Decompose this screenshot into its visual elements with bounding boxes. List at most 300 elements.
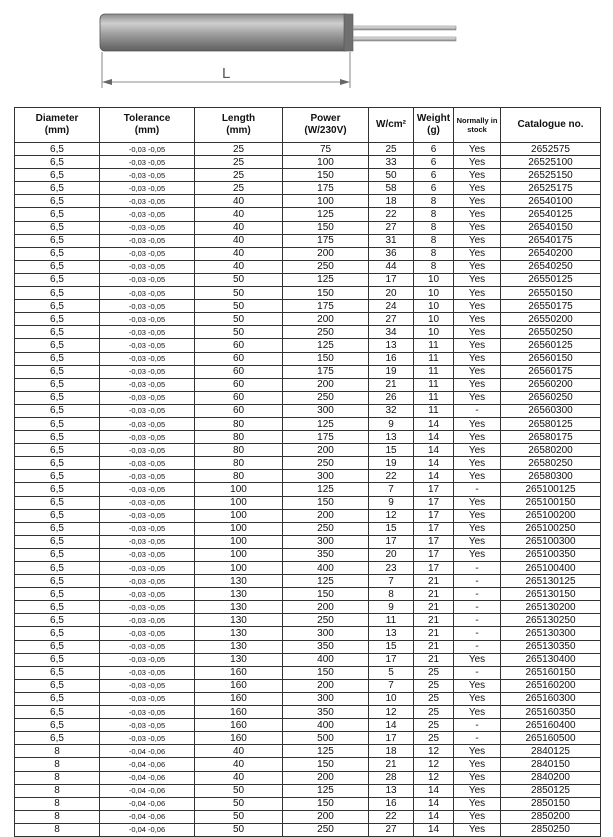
stock-cell: - [454,719,501,732]
diameter-cell: 6,5 [15,287,100,300]
catalogue-no-cell: 2840150 [501,758,601,771]
catalogue-no-cell: 265100200 [501,509,601,522]
power-cell: 200 [283,601,369,614]
tolerance-cell: -0,03 -0,05 [100,444,195,457]
tolerance-cell: -0,03 -0,05 [100,535,195,548]
table-row [15,404,601,417]
weight-cell: 21 [414,601,454,614]
tolerance-cell: -0,03 -0,05 [100,719,195,732]
length-cell: 40 [195,234,283,247]
stock-cell: Yes [454,313,501,326]
length-cell: 80 [195,470,283,483]
stock-cell: Yes [454,195,501,208]
power-cell: 175 [283,234,369,247]
length-cell: 40 [195,195,283,208]
length-cell: 160 [195,732,283,745]
stock-cell: Yes [454,745,501,758]
power-cell: 175 [283,431,369,444]
table-row [15,365,601,378]
stock-cell: - [454,575,501,588]
catalogue-no-cell: 265160500 [501,732,601,745]
diameter-cell: 6,5 [15,666,100,679]
watt-density-cell: 22 [369,208,414,221]
stock-cell: - [454,666,501,679]
weight-cell: 21 [414,575,454,588]
power-cell: 200 [283,810,369,823]
table-row [15,496,601,509]
diameter-cell: 8 [15,758,100,771]
tolerance-cell: -0,03 -0,05 [100,313,195,326]
watt-density-cell: 22 [369,470,414,483]
tolerance-cell: -0,03 -0,05 [100,143,195,156]
watt-density-cell: 13 [369,339,414,352]
watt-density-cell: 12 [369,509,414,522]
header-stock: Normally in stock [454,108,501,143]
stock-cell: Yes [454,706,501,719]
power-cell: 200 [283,378,369,391]
table-row [15,732,601,745]
diameter-cell: 6,5 [15,535,100,548]
tolerance-cell: -0,03 -0,05 [100,182,195,195]
weight-cell: 8 [414,208,454,221]
tolerance-cell: -0,03 -0,05 [100,509,195,522]
catalogue-no-cell: 26550150 [501,287,601,300]
weight-cell: 17 [414,535,454,548]
tolerance-cell: -0,03 -0,05 [100,601,195,614]
power-cell: 125 [283,483,369,496]
power-cell: 350 [283,640,369,653]
weight-cell: 14 [414,431,454,444]
watt-density-cell: 21 [369,758,414,771]
power-cell: 250 [283,391,369,404]
power-cell: 150 [283,221,369,234]
tolerance-cell: -0,04 -0,06 [100,745,195,758]
length-cell: 80 [195,457,283,470]
weight-cell: 11 [414,352,454,365]
watt-density-cell: 31 [369,234,414,247]
stock-cell: Yes [454,692,501,705]
lead-wire-bottom [353,37,456,41]
diameter-cell: 6,5 [15,404,100,417]
catalogue-no-cell: 265160350 [501,706,601,719]
tolerance-cell: -0,03 -0,05 [100,378,195,391]
table-row [15,483,601,496]
length-cell: 100 [195,562,283,575]
table-row [15,614,601,627]
stock-cell: Yes [454,444,501,457]
table-row [15,784,601,797]
weight-cell: 25 [414,666,454,679]
power-cell: 250 [283,522,369,535]
watt-density-cell: 32 [369,404,414,417]
table-row [15,247,601,260]
length-cell: 160 [195,719,283,732]
length-cell: 80 [195,417,283,430]
weight-cell: 8 [414,247,454,260]
diameter-cell: 6,5 [15,169,100,182]
diameter-cell: 6,5 [15,575,100,588]
table-body [15,143,601,837]
table-header-row [15,108,601,143]
stock-cell: Yes [454,810,501,823]
catalogue-no-cell: 2850200 [501,810,601,823]
table-row [15,339,601,352]
catalogue-no-cell: 26540150 [501,221,601,234]
length-cell: 100 [195,509,283,522]
weight-cell: 11 [414,339,454,352]
catalogue-no-cell: 265100400 [501,562,601,575]
power-cell: 250 [283,823,369,836]
watt-density-cell: 20 [369,287,414,300]
watt-density-cell: 8 [369,588,414,601]
weight-cell: 25 [414,679,454,692]
table-row [15,234,601,247]
tolerance-cell: -0,03 -0,05 [100,627,195,640]
watt-density-cell: 16 [369,352,414,365]
watt-density-cell: 27 [369,823,414,836]
diameter-cell: 6,5 [15,548,100,561]
power-cell: 200 [283,679,369,692]
diameter-cell: 6,5 [15,156,100,169]
power-cell: 125 [283,339,369,352]
power-cell: 300 [283,627,369,640]
power-cell: 150 [283,758,369,771]
diameter-cell: 6,5 [15,614,100,627]
table-row [15,588,601,601]
length-cell: 40 [195,745,283,758]
catalogue-no-cell: 26540125 [501,208,601,221]
power-cell: 500 [283,732,369,745]
stock-cell: Yes [454,260,501,273]
dimension-label: L [222,65,231,82]
power-cell: 150 [283,588,369,601]
table-row [15,326,601,339]
stock-cell: Yes [454,548,501,561]
weight-cell: 8 [414,234,454,247]
watt-density-cell: 14 [369,719,414,732]
length-cell: 160 [195,706,283,719]
stock-cell: Yes [454,797,501,810]
weight-cell: 21 [414,640,454,653]
heater-body [100,14,350,51]
watt-density-cell: 50 [369,169,414,182]
watt-density-cell: 33 [369,156,414,169]
watt-density-cell: 19 [369,365,414,378]
tolerance-cell: -0,04 -0,06 [100,810,195,823]
length-cell: 60 [195,365,283,378]
watt-density-cell: 9 [369,417,414,430]
weight-cell: 6 [414,182,454,195]
stock-cell: Yes [454,352,501,365]
weight-cell: 14 [414,823,454,836]
diameter-cell: 6,5 [15,522,100,535]
watt-density-cell: 10 [369,692,414,705]
catalogue-no-cell: 26540200 [501,247,601,260]
tolerance-cell: -0,03 -0,05 [100,195,195,208]
diameter-cell: 6,5 [15,143,100,156]
tolerance-cell: -0,03 -0,05 [100,287,195,300]
power-cell: 250 [283,326,369,339]
weight-cell: 25 [414,719,454,732]
stock-cell: Yes [454,470,501,483]
watt-density-cell: 7 [369,483,414,496]
catalogue-no-cell: 26550175 [501,300,601,313]
weight-cell: 6 [414,143,454,156]
weight-cell: 17 [414,496,454,509]
length-cell: 130 [195,627,283,640]
stock-cell: Yes [454,771,501,784]
catalogue-no-cell: 26550125 [501,273,601,286]
watt-density-cell: 36 [369,247,414,260]
weight-cell: 25 [414,732,454,745]
header-tolerance: Tolerance (mm) [100,108,195,143]
power-cell: 175 [283,182,369,195]
table-row [15,745,601,758]
stock-cell: - [454,732,501,745]
length-cell: 130 [195,653,283,666]
weight-cell: 11 [414,391,454,404]
tolerance-cell: -0,03 -0,05 [100,234,195,247]
table-row [15,522,601,535]
catalogue-no-cell: 26580200 [501,444,601,457]
power-cell: 175 [283,365,369,378]
power-cell: 75 [283,143,369,156]
diameter-cell: 6,5 [15,352,100,365]
diameter-cell: 8 [15,810,100,823]
power-cell: 125 [283,417,369,430]
diameter-cell: 6,5 [15,326,100,339]
catalogue-no-cell: 26560300 [501,404,601,417]
catalogue-no-cell: 26580250 [501,457,601,470]
table-row [15,195,601,208]
table-row [15,810,601,823]
watt-density-cell: 7 [369,575,414,588]
power-cell: 200 [283,771,369,784]
watt-density-cell: 44 [369,260,414,273]
stock-cell: Yes [454,169,501,182]
length-cell: 50 [195,300,283,313]
power-cell: 200 [283,313,369,326]
table-row [15,273,601,286]
length-cell: 50 [195,326,283,339]
watt-density-cell: 11 [369,614,414,627]
watt-density-cell: 17 [369,653,414,666]
watt-density-cell: 18 [369,745,414,758]
length-cell: 50 [195,810,283,823]
diameter-cell: 6,5 [15,378,100,391]
length-cell: 25 [195,156,283,169]
length-cell: 130 [195,588,283,601]
stock-cell: - [454,614,501,627]
catalogue-no-cell: 26550250 [501,326,601,339]
catalogue-no-cell: 26525100 [501,156,601,169]
weight-cell: 17 [414,509,454,522]
length-cell: 80 [195,444,283,457]
weight-cell: 25 [414,692,454,705]
catalogue-no-cell: 26540250 [501,260,601,273]
diameter-cell: 8 [15,797,100,810]
stock-cell: Yes [454,156,501,169]
diameter-cell: 6,5 [15,417,100,430]
power-cell: 150 [283,287,369,300]
tolerance-cell: -0,03 -0,05 [100,221,195,234]
watt-density-cell: 19 [369,457,414,470]
tolerance-cell: -0,03 -0,05 [100,548,195,561]
stock-cell: Yes [454,378,501,391]
diameter-cell: 6,5 [15,300,100,313]
stock-cell: - [454,640,501,653]
power-cell: 150 [283,666,369,679]
diameter-cell: 6,5 [15,706,100,719]
watt-density-cell: 18 [369,195,414,208]
stock-cell: Yes [454,247,501,260]
catalogue-no-cell: 265100150 [501,496,601,509]
table-row [15,182,601,195]
weight-cell: 6 [414,156,454,169]
length-cell: 100 [195,548,283,561]
weight-cell: 14 [414,444,454,457]
table-row [15,535,601,548]
table-row [15,378,601,391]
table-row [15,562,601,575]
weight-cell: 17 [414,562,454,575]
tolerance-cell: -0,03 -0,05 [100,575,195,588]
power-cell: 400 [283,719,369,732]
stock-cell: - [454,404,501,417]
table-row [15,575,601,588]
diameter-cell: 6,5 [15,260,100,273]
catalogue-no-cell: 265130200 [501,601,601,614]
length-cell: 60 [195,378,283,391]
watt-density-cell: 25 [369,143,414,156]
power-cell: 200 [283,509,369,522]
diameter-cell: 6,5 [15,195,100,208]
diameter-cell: 6,5 [15,208,100,221]
power-cell: 300 [283,404,369,417]
tolerance-cell: -0,03 -0,05 [100,640,195,653]
stock-cell: Yes [454,326,501,339]
tolerance-cell: -0,03 -0,05 [100,339,195,352]
tolerance-cell: -0,03 -0,05 [100,679,195,692]
watt-density-cell: 17 [369,732,414,745]
table-row [15,313,601,326]
catalogue-no-cell: 265130125 [501,575,601,588]
tolerance-cell: -0,03 -0,05 [100,588,195,601]
tolerance-cell: -0,03 -0,05 [100,706,195,719]
table-row [15,719,601,732]
tolerance-cell: -0,03 -0,05 [100,522,195,535]
diameter-cell: 8 [15,784,100,797]
dimension-arrow-left [102,79,112,85]
length-cell: 100 [195,535,283,548]
length-cell: 40 [195,758,283,771]
diameter-cell: 6,5 [15,182,100,195]
diameter-cell: 6,5 [15,365,100,378]
table-row [15,221,601,234]
catalogue-no-cell: 265160400 [501,719,601,732]
header-watt-density: W/cm² [369,108,414,143]
watt-density-cell: 13 [369,627,414,640]
stock-cell: Yes [454,823,501,836]
stock-cell: Yes [454,509,501,522]
table-row [15,143,601,156]
weight-cell: 10 [414,273,454,286]
header-length: Length (mm) [195,108,283,143]
diameter-cell: 6,5 [15,653,100,666]
diameter-cell: 6,5 [15,601,100,614]
tolerance-cell: -0,03 -0,05 [100,365,195,378]
power-cell: 300 [283,535,369,548]
catalogue-no-cell: 265160200 [501,679,601,692]
power-cell: 300 [283,470,369,483]
stock-cell: Yes [454,431,501,444]
stock-cell: Yes [454,496,501,509]
catalogue-no-cell: 26560125 [501,339,601,352]
stock-cell: Yes [454,182,501,195]
length-cell: 130 [195,601,283,614]
weight-cell: 17 [414,483,454,496]
tolerance-cell: -0,03 -0,05 [100,326,195,339]
weight-cell: 21 [414,614,454,627]
power-cell: 150 [283,169,369,182]
catalogue-no-cell: 265130400 [501,653,601,666]
cartridge-heater-illustration [0,0,613,108]
diameter-cell: 6,5 [15,313,100,326]
tolerance-cell: -0,03 -0,05 [100,614,195,627]
catalogue-no-cell: 2652575 [501,143,601,156]
stock-cell: Yes [454,417,501,430]
diameter-cell: 8 [15,823,100,836]
weight-cell: 10 [414,287,454,300]
header-weight: Weight (g) [414,108,454,143]
watt-density-cell: 15 [369,444,414,457]
tolerance-cell: -0,03 -0,05 [100,391,195,404]
length-cell: 130 [195,575,283,588]
stock-cell: - [454,627,501,640]
diameter-cell: 6,5 [15,339,100,352]
weight-cell: 14 [414,784,454,797]
table-row [15,169,601,182]
length-cell: 50 [195,287,283,300]
stock-cell: Yes [454,287,501,300]
diameter-cell: 8 [15,771,100,784]
diameter-cell: 6,5 [15,234,100,247]
table-row [15,156,601,169]
catalogue-no-cell: 265160300 [501,692,601,705]
tolerance-cell: -0,04 -0,06 [100,797,195,810]
weight-cell: 10 [414,300,454,313]
table-row [15,260,601,273]
table-row [15,391,601,404]
length-cell: 80 [195,431,283,444]
tolerance-cell: -0,03 -0,05 [100,208,195,221]
tolerance-cell: -0,03 -0,05 [100,404,195,417]
header-catalogue-no: Catalogue no. [501,108,601,143]
table-row [15,457,601,470]
power-cell: 125 [283,575,369,588]
table-row [15,679,601,692]
power-cell: 250 [283,260,369,273]
table-row [15,444,601,457]
specification-table [14,107,601,837]
power-cell: 100 [283,156,369,169]
catalogue-no-cell: 26540100 [501,195,601,208]
table-row [15,287,601,300]
heater-end-cap [344,14,353,51]
power-cell: 200 [283,247,369,260]
catalogue-no-cell: 26540175 [501,234,601,247]
diameter-cell: 6,5 [15,457,100,470]
